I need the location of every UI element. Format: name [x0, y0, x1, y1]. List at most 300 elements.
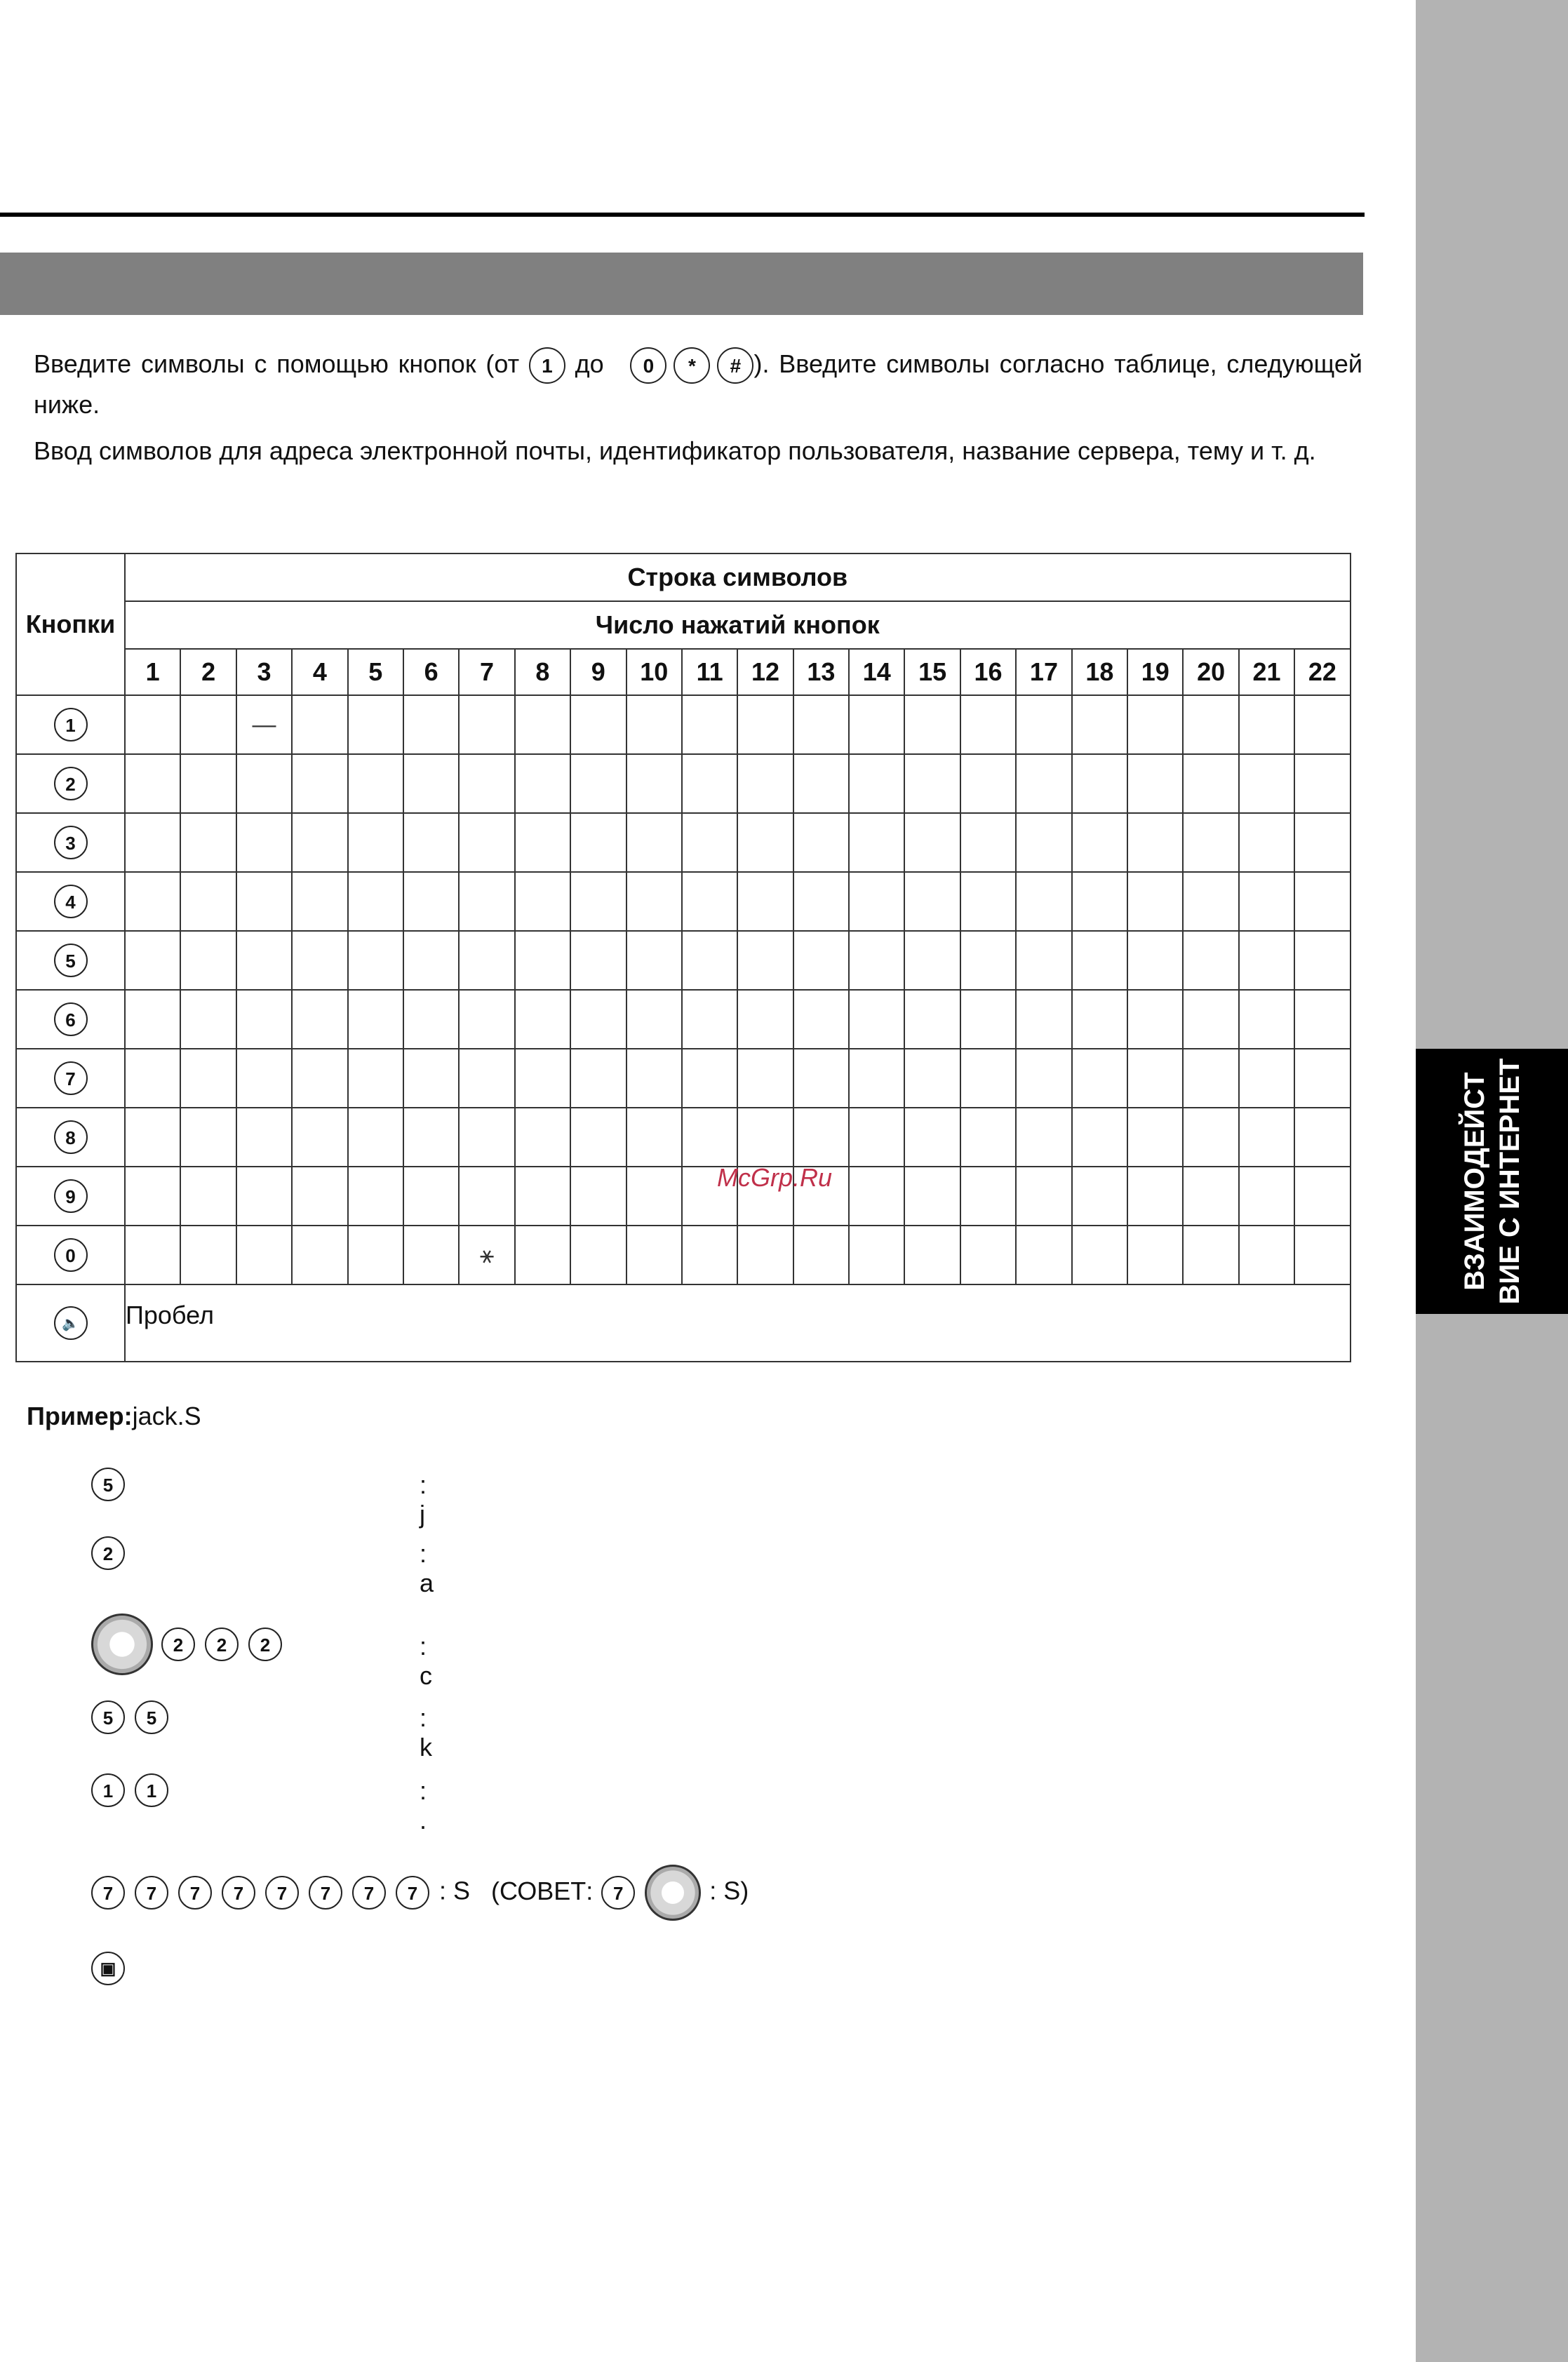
char-cell — [348, 872, 403, 931]
example-step — [91, 1865, 749, 1921]
table-row — [16, 990, 1351, 1049]
key-2-icon: 2 — [161, 1628, 195, 1661]
press-count-12: 12 — [737, 649, 793, 695]
char-cell — [1127, 1049, 1183, 1108]
char-cell — [1072, 1226, 1127, 1284]
char-cell — [1016, 931, 1071, 990]
char-cell — [793, 1108, 849, 1167]
char-cell — [904, 1049, 960, 1108]
char-cell — [626, 754, 682, 813]
char-cell — [682, 695, 737, 754]
key-7-icon: 7 — [135, 1876, 168, 1910]
char-cell — [180, 990, 236, 1049]
char-glyph: — — [252, 711, 276, 738]
char-cell — [1183, 695, 1238, 754]
char-cell — [125, 1167, 180, 1226]
char-cell — [1183, 1049, 1238, 1108]
example-label-bold: Пример: — [27, 1402, 133, 1430]
char-cell — [849, 1108, 904, 1167]
char-cell — [236, 1049, 292, 1108]
char-cell — [1294, 872, 1350, 931]
example-result: : k — [420, 1703, 432, 1762]
char-cell — [960, 872, 1016, 931]
intro-text-part1: Введите символы с помощью кнопок (от — [34, 349, 520, 378]
char-cell — [348, 754, 403, 813]
char-cell — [904, 754, 960, 813]
char-cell — [348, 1226, 403, 1284]
char-cell — [1239, 813, 1294, 872]
char-cell — [1183, 1167, 1238, 1226]
char-cell — [1016, 754, 1071, 813]
char-cell — [737, 872, 793, 931]
row-key-cell — [16, 1049, 125, 1108]
char-cell — [1239, 990, 1294, 1049]
char-cell — [180, 1226, 236, 1284]
char-cell — [904, 813, 960, 872]
example-step — [91, 1952, 135, 1985]
row-key-cell — [16, 1108, 125, 1167]
char-cell — [1072, 931, 1127, 990]
row-key-cell — [16, 754, 125, 813]
char-cell — [1239, 1049, 1294, 1108]
speaker-key-icon: 🔈 — [54, 1306, 88, 1340]
char-cell — [570, 872, 626, 931]
char-cell — [236, 813, 292, 872]
char-cell — [459, 931, 514, 990]
char-cell — [626, 1108, 682, 1167]
char-cell — [515, 813, 570, 872]
top-rule — [0, 213, 1365, 217]
char-cell — [1294, 754, 1350, 813]
intro-paragraph — [34, 344, 1362, 425]
char-cell — [180, 754, 236, 813]
press-count-18: 18 — [1072, 649, 1127, 695]
key-5-icon: 5 — [91, 1700, 125, 1734]
char-cell — [793, 813, 849, 872]
char-cell — [1183, 931, 1238, 990]
char-cell — [1016, 1167, 1071, 1226]
table-row — [16, 1108, 1351, 1167]
char-cell — [515, 990, 570, 1049]
key-0-icon: 0 — [630, 347, 666, 384]
char-cell — [960, 990, 1016, 1049]
press-count-row — [16, 649, 1351, 695]
char-cell — [849, 754, 904, 813]
char-cell — [793, 1049, 849, 1108]
char-cell — [626, 1226, 682, 1284]
char-cell — [682, 1049, 737, 1108]
key-7-icon: 7 — [601, 1876, 635, 1910]
example-result: : a — [420, 1539, 434, 1597]
char-cell — [403, 695, 459, 754]
section-tab-line2: ВИЕ С ИНТЕРНЕТ — [1494, 1058, 1525, 1305]
char-cell — [626, 813, 682, 872]
char-cell — [292, 695, 347, 754]
key-2-icon: 2 — [54, 767, 88, 800]
char-cell — [292, 872, 347, 931]
example-label-value: jack.S — [132, 1402, 201, 1430]
row-key-cell — [16, 931, 125, 990]
char-cell — [348, 1167, 403, 1226]
char-cell — [1127, 1167, 1183, 1226]
key-8-icon: 8 — [54, 1120, 88, 1154]
char-cell — [682, 1108, 737, 1167]
key-9-icon: 9 — [54, 1179, 88, 1213]
char-cell — [515, 931, 570, 990]
press-count-7: 7 — [459, 649, 514, 695]
key-7-icon: 7 — [222, 1876, 255, 1910]
navigation-key-icon — [91, 1613, 153, 1675]
char-cell — [236, 1167, 292, 1226]
char-cell — [236, 1108, 292, 1167]
char-cell — [515, 754, 570, 813]
key-5-icon: 5 — [54, 944, 88, 977]
char-cell — [904, 1108, 960, 1167]
char-cell — [1183, 1108, 1238, 1167]
char-cell — [570, 1108, 626, 1167]
example-result: : S — [439, 1876, 471, 1905]
char-cell — [737, 931, 793, 990]
example-step — [91, 1700, 432, 1762]
char-cell — [793, 754, 849, 813]
char-cell — [1072, 695, 1127, 754]
char-cell — [793, 931, 849, 990]
char-cell — [125, 1108, 180, 1167]
char-cell — [459, 1049, 514, 1108]
char-cell — [348, 990, 403, 1049]
char-cell — [1239, 1226, 1294, 1284]
char-cell — [515, 1226, 570, 1284]
char-cell — [1016, 1049, 1071, 1108]
char-cell — [626, 1167, 682, 1226]
char-cell — [626, 695, 682, 754]
char-cell — [125, 1049, 180, 1108]
char-cell — [236, 931, 292, 990]
press-count-19: 19 — [1127, 649, 1183, 695]
key-star-icon: * — [674, 347, 710, 384]
char-cell — [682, 754, 737, 813]
char-cell — [180, 695, 236, 754]
tip-prefix: (СОВЕТ: — [491, 1876, 594, 1905]
char-cell — [1016, 1226, 1071, 1284]
press-count-1: 1 — [125, 649, 180, 695]
press-count-10: 10 — [626, 649, 682, 695]
char-cell — [1183, 872, 1238, 931]
buttons-header: Кнопки — [16, 553, 125, 695]
char-cell — [904, 1226, 960, 1284]
char-cell — [1183, 813, 1238, 872]
char-glyph: ⚹ — [479, 1241, 495, 1268]
char-cell — [1072, 1108, 1127, 1167]
char-cell — [1294, 1049, 1350, 1108]
char-cell — [236, 872, 292, 931]
intro-paragraph-2: Ввод символов для адреса электронной почты, идентификатор пользователя, название сервера, тему и т. д. — [34, 436, 1316, 465]
key-7-icon: 7 — [396, 1876, 429, 1910]
char-cell — [125, 754, 180, 813]
char-cell — [459, 1108, 514, 1167]
key-1-icon: 1 — [529, 347, 565, 384]
char-cell — [403, 1167, 459, 1226]
key-3-icon: 3 — [54, 826, 88, 859]
char-cell — [403, 1049, 459, 1108]
char-cell — [1239, 1167, 1294, 1226]
press-count-3: 3 — [236, 649, 292, 695]
char-cell — [1294, 990, 1350, 1049]
char-cell — [1072, 813, 1127, 872]
char-cell — [1183, 754, 1238, 813]
char-cell — [1072, 754, 1127, 813]
char-cell — [292, 990, 347, 1049]
table-row — [16, 813, 1351, 872]
key-7-icon: 7 — [91, 1876, 125, 1910]
char-cell — [1127, 931, 1183, 990]
char-cell — [626, 931, 682, 990]
char-cell — [459, 813, 514, 872]
char-cell — [793, 695, 849, 754]
table-row — [16, 754, 1351, 813]
char-cell — [348, 1049, 403, 1108]
char-cell — [180, 813, 236, 872]
char-cell — [793, 990, 849, 1049]
char-cell — [626, 1049, 682, 1108]
example-result: : . — [420, 1776, 427, 1834]
char-cell — [292, 1226, 347, 1284]
char-cell — [1183, 990, 1238, 1049]
char-cell — [793, 872, 849, 931]
char-cell — [515, 1108, 570, 1167]
key-7-icon: 7 — [352, 1876, 386, 1910]
char-cell — [960, 1167, 1016, 1226]
char-cell — [515, 1167, 570, 1226]
press-count-17: 17 — [1016, 649, 1071, 695]
char-cell — [180, 931, 236, 990]
key-2-icon: 2 — [91, 1536, 125, 1570]
row-key-cell — [16, 990, 125, 1049]
press-count-22: 22 — [1294, 649, 1350, 695]
table-row — [16, 695, 1351, 754]
char-cell — [459, 990, 514, 1049]
char-cell — [570, 813, 626, 872]
char-cell — [403, 754, 459, 813]
char-cell — [348, 931, 403, 990]
char-cell — [1239, 872, 1294, 931]
char-cell — [125, 931, 180, 990]
press-count-21: 21 — [1239, 649, 1294, 695]
char-cell — [849, 695, 904, 754]
press-count-13: 13 — [793, 649, 849, 695]
key-0-icon: 0 — [54, 1238, 88, 1272]
press-count-14: 14 — [849, 649, 904, 695]
char-cell — [960, 931, 1016, 990]
example-step — [91, 1468, 427, 1529]
char-cell — [737, 695, 793, 754]
space-row — [16, 1284, 1351, 1362]
char-cell — [737, 990, 793, 1049]
char-cell — [849, 990, 904, 1049]
char-cell — [348, 1108, 403, 1167]
char-cell — [459, 695, 514, 754]
char-cell — [459, 872, 514, 931]
intro-text-part2: ). Введите символы согласно таблице, следующей ниже. — [34, 349, 1362, 419]
set-key-icon: ▣ — [91, 1952, 125, 1985]
char-cell — [849, 1167, 904, 1226]
char-cell — [1294, 931, 1350, 990]
table-row — [16, 872, 1351, 931]
example-result: : c — [420, 1632, 432, 1690]
watermark: McGrp.Ru — [717, 1163, 833, 1192]
char-cell — [960, 1108, 1016, 1167]
char-cell — [849, 1226, 904, 1284]
character-table — [15, 553, 1351, 1362]
char-cell — [1127, 872, 1183, 931]
press-count-5: 5 — [348, 649, 403, 695]
char-cell — [180, 1108, 236, 1167]
press-count-6: 6 — [403, 649, 459, 695]
char-cell — [960, 813, 1016, 872]
key-7-icon: 7 — [54, 1061, 88, 1095]
tip-suffix: : S) — [709, 1876, 749, 1905]
char-cell — [1294, 1226, 1350, 1284]
key-7-icon: 7 — [178, 1876, 212, 1910]
press-count-20: 20 — [1183, 649, 1238, 695]
char-cell — [459, 754, 514, 813]
char-cell — [1127, 813, 1183, 872]
space-label: Пробел — [125, 1284, 1351, 1362]
char-cell — [1294, 695, 1350, 754]
char-cell — [403, 1108, 459, 1167]
char-cell — [849, 872, 904, 931]
char-cell — [737, 1108, 793, 1167]
row-key-cell — [16, 1226, 125, 1284]
char-cell — [1072, 1049, 1127, 1108]
row-key-cell — [16, 1167, 125, 1226]
char-cell — [403, 990, 459, 1049]
key-4-icon: 4 — [54, 885, 88, 918]
key-hash-icon: # — [717, 347, 753, 384]
char-cell — [180, 1049, 236, 1108]
table-row — [16, 1226, 1351, 1284]
char-cell — [570, 931, 626, 990]
char-cell — [1239, 695, 1294, 754]
char-cell — [459, 1226, 514, 1284]
char-cell — [1294, 1167, 1350, 1226]
char-cell — [236, 990, 292, 1049]
section-tab — [1416, 1049, 1568, 1314]
string-header: Строка символов — [125, 553, 1351, 601]
char-cell — [682, 990, 737, 1049]
char-cell — [403, 1226, 459, 1284]
char-cell — [1016, 695, 1071, 754]
char-cell — [403, 813, 459, 872]
char-cell — [570, 1226, 626, 1284]
char-cell — [849, 931, 904, 990]
char-cell — [1127, 754, 1183, 813]
row-key-cell — [16, 813, 125, 872]
char-cell — [1239, 754, 1294, 813]
char-cell — [1127, 990, 1183, 1049]
press-count-16: 16 — [960, 649, 1016, 695]
key-7-icon: 7 — [309, 1876, 342, 1910]
char-cell — [960, 1226, 1016, 1284]
row-key-cell — [16, 872, 125, 931]
char-cell — [236, 754, 292, 813]
char-cell — [292, 931, 347, 990]
press-count-4: 4 — [292, 649, 347, 695]
char-cell — [737, 813, 793, 872]
char-cell — [459, 1167, 514, 1226]
char-cell — [570, 1167, 626, 1226]
char-cell — [403, 872, 459, 931]
char-cell — [1072, 990, 1127, 1049]
table-row — [16, 931, 1351, 990]
press-count-11: 11 — [682, 649, 737, 695]
char-cell — [515, 695, 570, 754]
char-cell — [904, 695, 960, 754]
char-cell — [626, 990, 682, 1049]
key-5-icon: 5 — [135, 1700, 168, 1734]
press-count-9: 9 — [570, 649, 626, 695]
char-cell — [849, 813, 904, 872]
char-cell — [904, 1167, 960, 1226]
example-result: : j — [420, 1470, 427, 1529]
char-cell — [904, 931, 960, 990]
char-cell — [737, 754, 793, 813]
table-row — [16, 1049, 1351, 1108]
char-cell — [960, 1049, 1016, 1108]
press-count-2: 2 — [180, 649, 236, 695]
char-cell — [1294, 813, 1350, 872]
space-key-cell — [16, 1284, 125, 1362]
char-cell — [1183, 1226, 1238, 1284]
char-cell — [236, 695, 292, 754]
example-label — [27, 1402, 201, 1431]
char-cell — [515, 872, 570, 931]
char-cell — [960, 754, 1016, 813]
char-cell — [236, 1226, 292, 1284]
char-cell — [292, 754, 347, 813]
char-cell — [125, 1226, 180, 1284]
char-cell — [904, 872, 960, 931]
key-1-icon: 1 — [91, 1773, 125, 1807]
char-cell — [125, 813, 180, 872]
char-cell — [682, 872, 737, 931]
key-6-icon: 6 — [54, 1002, 88, 1036]
char-cell — [1239, 1108, 1294, 1167]
section-header-bar — [0, 253, 1363, 315]
char-cell — [849, 1049, 904, 1108]
char-cell — [570, 1049, 626, 1108]
char-cell — [793, 1226, 849, 1284]
char-cell — [682, 1226, 737, 1284]
char-cell — [180, 872, 236, 931]
char-cell — [1239, 931, 1294, 990]
char-cell — [682, 813, 737, 872]
key-2-icon: 2 — [205, 1628, 239, 1661]
section-tab-line1: ВЗАИМОДЕЙСТ — [1459, 1072, 1490, 1291]
char-cell — [515, 1049, 570, 1108]
char-cell — [125, 990, 180, 1049]
char-cell — [1127, 695, 1183, 754]
char-cell — [904, 990, 960, 1049]
key-5-icon: 5 — [91, 1468, 125, 1501]
char-cell — [348, 813, 403, 872]
char-cell — [1072, 1167, 1127, 1226]
char-cell — [180, 1167, 236, 1226]
row-key-cell — [16, 695, 125, 754]
char-cell — [292, 1167, 347, 1226]
example-step — [91, 1613, 432, 1690]
char-cell — [348, 695, 403, 754]
